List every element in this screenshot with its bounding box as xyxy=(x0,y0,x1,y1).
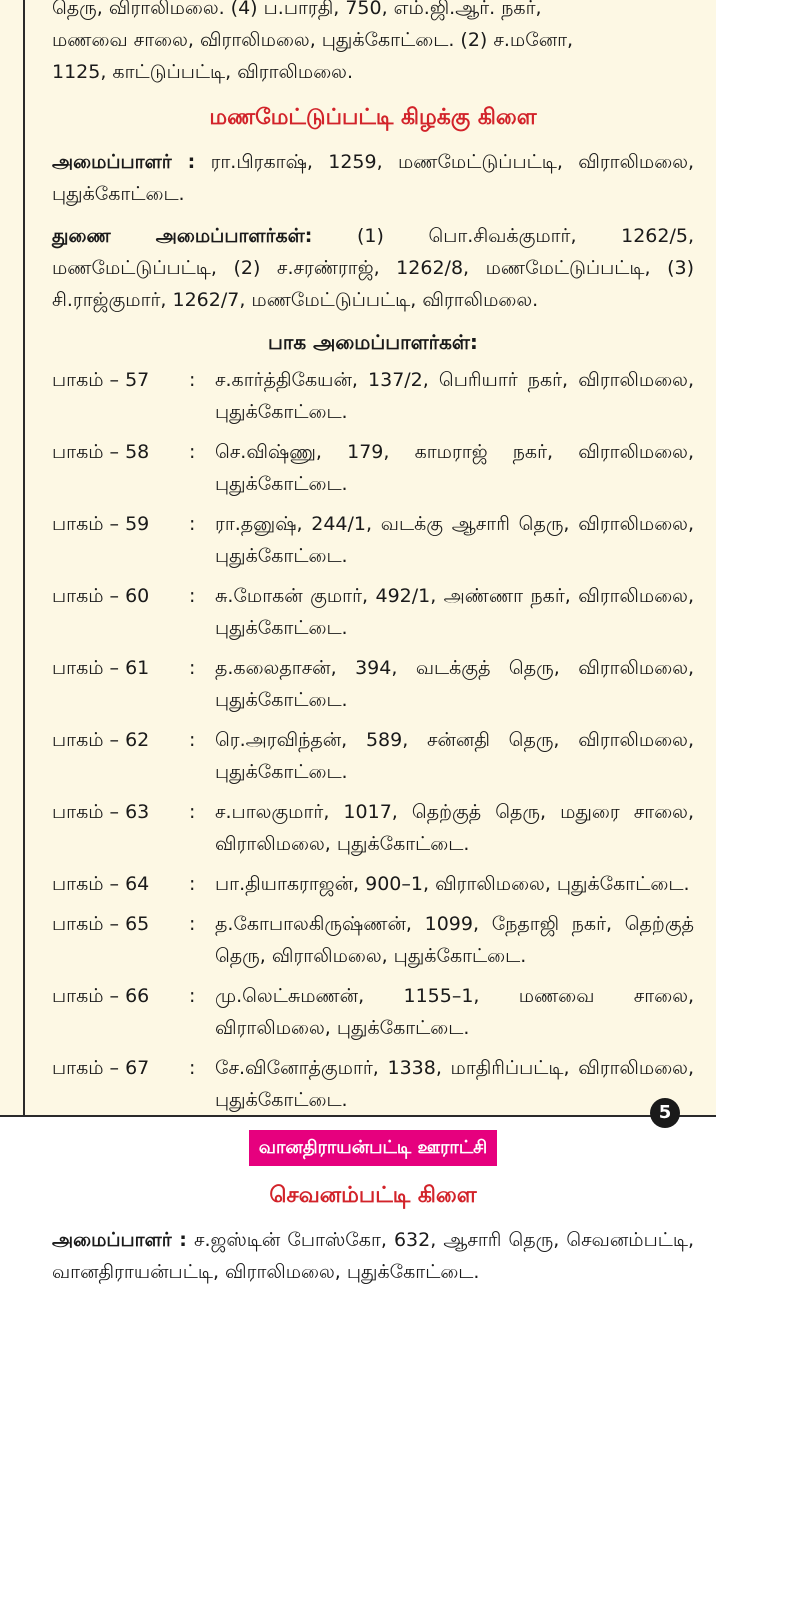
booth-value: ரெ.அரவிந்தன், 589, சன்னதி தெரு, விராலிமலை, புதுக்கோட்டை. xyxy=(215,729,694,783)
booth-value: ரா.தனுஷ், 244/1, வடக்கு ஆசாரி தெரு, விராலிமலை, புதுக்கோட்டை. xyxy=(215,513,694,567)
booth-label: பாகம் – 62 xyxy=(52,729,150,751)
booth-entry xyxy=(52,980,694,1044)
branch-title-manamettupatti-east: மணமேட்டுப்பட்டி கிழக்கு கிளை xyxy=(209,105,537,130)
booth-separator: : xyxy=(189,657,196,679)
booth-value: ச.பாலகுமார், 1017, தெற்குத் தெரு, மதுரை சாலை, விராலிமலை, புதுக்கோட்டை. xyxy=(215,801,694,855)
booth-value: மு.லெட்சுமணன், 1155–1, மணவை சாலை, விராலிமலை, புதுக்கோட்டை. xyxy=(215,985,694,1039)
sevanampatti-organizer-paragraph xyxy=(52,1224,694,1288)
booth-label: பாகம் – 66 xyxy=(52,985,150,1007)
booth-label: பாகம் – 58 xyxy=(52,441,150,463)
panchayat-banner xyxy=(52,1130,694,1166)
booth-value: த.கோபாலகிருஷ்ணன், 1099, நேதாஜி நகர், தெற்குத் தெரு, விராலிமலை, புதுக்கோட்டை. xyxy=(215,913,694,967)
document-content xyxy=(52,0,694,1288)
booth-value: சே.வினோத்குமார், 1338, மாதிரிப்பட்டி, விராலிமலை, புதுக்கோட்டை. xyxy=(215,1057,694,1111)
booth-entry xyxy=(52,868,694,900)
booth-list xyxy=(52,364,694,1116)
booth-separator: : xyxy=(189,801,196,823)
booth-separator: : xyxy=(189,441,196,463)
organizer-paragraph xyxy=(52,146,694,210)
booth-separator: : xyxy=(189,729,196,751)
booth-label: பாகம் – 63 xyxy=(52,801,150,823)
booth-separator: : xyxy=(189,369,196,391)
sevanampatti-organizer-text: ச.ஜஸ்டின் போஸ்கோ, 632, ஆசாரி தெரு, செவனம்பட்டி, வானதிராயன்பட்டி, விராலிமலை, புதுக்கோட்டை. xyxy=(52,1229,695,1283)
booth-value: த.கலைதாசன், 394, வடக்குத் தெரு, விராலிமலை, புதுக்கோட்டை. xyxy=(215,657,694,711)
booth-label: பாகம் – 59 xyxy=(52,513,150,535)
booth-organizers-heading: பாக அமைப்பாளர்கள்: xyxy=(268,330,478,354)
branch-title-sevanampatti: செவனம்பட்டி கிளை xyxy=(269,1183,477,1208)
booth-entry xyxy=(52,580,694,644)
booth-separator: : xyxy=(189,913,196,935)
deputies-label: துணை அமைப்பாளர்கள்: xyxy=(52,225,313,247)
booth-separator: : xyxy=(189,985,196,1007)
organizer-label: அமைப்பாளர் : xyxy=(52,151,196,173)
booth-value: சு.மோகன் குமார், 492/1, அண்ணா நகர், விராலிமலை, புதுக்கோட்டை. xyxy=(215,585,694,639)
organizer-text: ரா.பிரகாஷ், 1259, மணமேட்டுப்பட்டி, விராலிமலை, புதுக்கோட்டை. xyxy=(52,151,695,205)
booth-separator: : xyxy=(189,513,196,535)
booth-label: பாகம் – 64 xyxy=(52,873,150,895)
panchayat-label: வானதிராயன்பட்டி ஊராட்சி xyxy=(249,1130,498,1166)
intro-line-1: தெரு, விராலிமலை. (4) ப.பாரதி, 750, எம்.ஜி.ஆர். நகர், xyxy=(52,0,542,19)
booth-label: பாகம் – 57 xyxy=(52,369,150,391)
booth-entry xyxy=(52,508,694,572)
booth-separator: : xyxy=(189,585,196,607)
sevanampatti-organizer-label: அமைப்பாளர் : xyxy=(52,1229,187,1251)
booth-entry xyxy=(52,724,694,788)
booth-value: ச.கார்த்திகேயன், 137/2, பெரியார் நகர், விராலிமலை, புதுக்கோட்டை. xyxy=(215,369,694,423)
booth-entry xyxy=(52,364,694,428)
booth-label: பாகம் – 61 xyxy=(52,657,150,679)
intro-line-2: மணவை சாலை, விராலிமலை, புதுக்கோட்டை. (2) ச.மனோ, xyxy=(52,29,574,51)
booth-separator: : xyxy=(189,873,196,895)
deputies-text: (1) பொ.சிவக்குமார், 1262/5, மணமேட்டுப்பட்டி, (2) ச.சரண்ராஜ், 1262/8, மணமேட்டுப்பட்டி, (3) சி.ராஜ்குமார், 1262/7, மணமேட்டுப்பட்டி, விராலிமலை. xyxy=(52,225,694,311)
left-border-rule xyxy=(23,0,25,1117)
deputies-paragraph xyxy=(52,220,694,316)
booth-value: பா.தியாகராஜன், 900–1, விராலிமலை, புதுக்கோட்டை. xyxy=(215,873,690,895)
booth-entry xyxy=(52,908,694,972)
booth-label: பாகம் – 67 xyxy=(52,1057,150,1079)
booth-label: பாகம் – 65 xyxy=(52,913,150,935)
booth-separator: : xyxy=(189,1057,196,1079)
intro-line-3: 1125, காட்டுப்பட்டி, விராலிமலை. xyxy=(52,61,353,83)
booth-entry xyxy=(52,796,694,860)
page-number-badge: 5 xyxy=(650,1098,680,1128)
booth-entry xyxy=(52,652,694,716)
booth-value: செ.விஷ்ணு, 179, காமராஜ் நகர், விராலிமலை, புதுக்கோட்டை. xyxy=(215,441,694,495)
booth-entry xyxy=(52,436,694,500)
booth-entry xyxy=(52,1052,694,1116)
booth-label: பாகம் – 60 xyxy=(52,585,150,607)
